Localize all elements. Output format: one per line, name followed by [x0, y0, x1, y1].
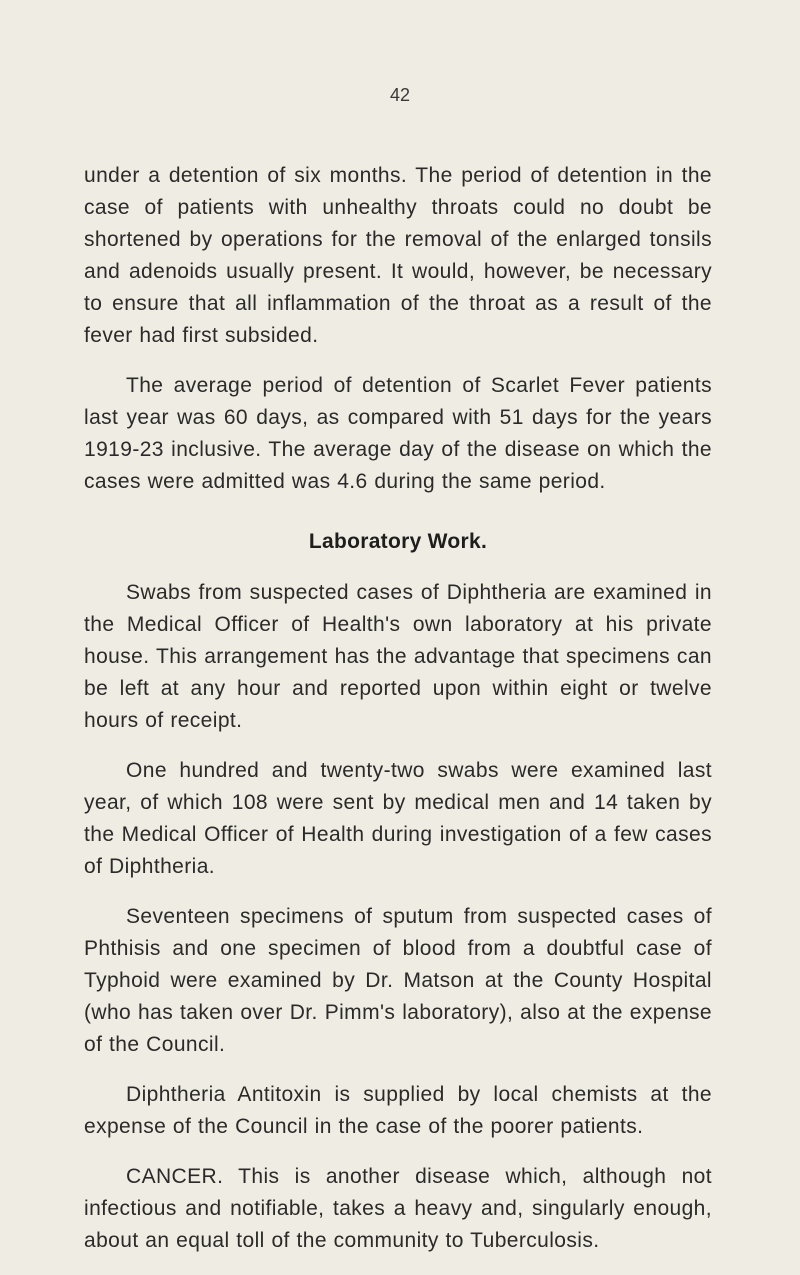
page-number: 42: [389, 85, 411, 105]
section-heading-laboratory-work: Laboratory Work.: [308, 530, 488, 553]
paragraph-detention-continued: under a detention of six months. The period of detention in the case of patients with unhealthy throats could no doubt be shortened by operations for the removal of the enlarged tonsils and adenoids usually present. It would, however, be necessary to ensure that all inflammation of the throat as a result of the fever had first subsided.: [84, 164, 712, 347]
paragraph-sputum-specimens: Seventeen specimens of sputum from suspected cases of Phthisis and one specimen of blood from a doubtful case of Typhoid were examined by Dr. Matson at the County Hospital (who has taken over Dr. Pimm's laboratory), also at the expense of the Council.: [84, 905, 712, 1056]
paragraph-diphtheria-antitoxin: Diphtheria Antitoxin is supplied by local chemists at the expense of the Council in the case of the poorer patients.: [84, 1083, 712, 1138]
paragraph-swabs-examined: One hundred and twenty-two swabs were examined last year, of which 108 were sent by medical men and 14 taken by the Medical Officer of Health during investigation of a few cases of Diphtheria.: [84, 759, 712, 878]
paragraph-scarlet-fever-detention: The average period of detention of Scarlet Fever patients last year was 60 days, as compared with 51 days for the years 1919-23 inclusive. The average day of the disease on which the cases were admitted was 4.6 during the same period.: [84, 374, 712, 493]
paragraph-diphtheria-swabs: Swabs from suspected cases of Diphtheria are examined in the Medical Officer of Health's own laboratory at his private house. This arrangement has the advantage that specimens can be left at any hour and reported upon within eight or twelve hours of receipt.: [84, 581, 712, 732]
paragraph-cancer: CANCER. This is another disease which, although not infectious and notifiable, takes a heavy and, singularly enough, about an equal toll of the community to Tuberculosis.: [84, 1165, 712, 1252]
page-body: [84, 160, 712, 1257]
